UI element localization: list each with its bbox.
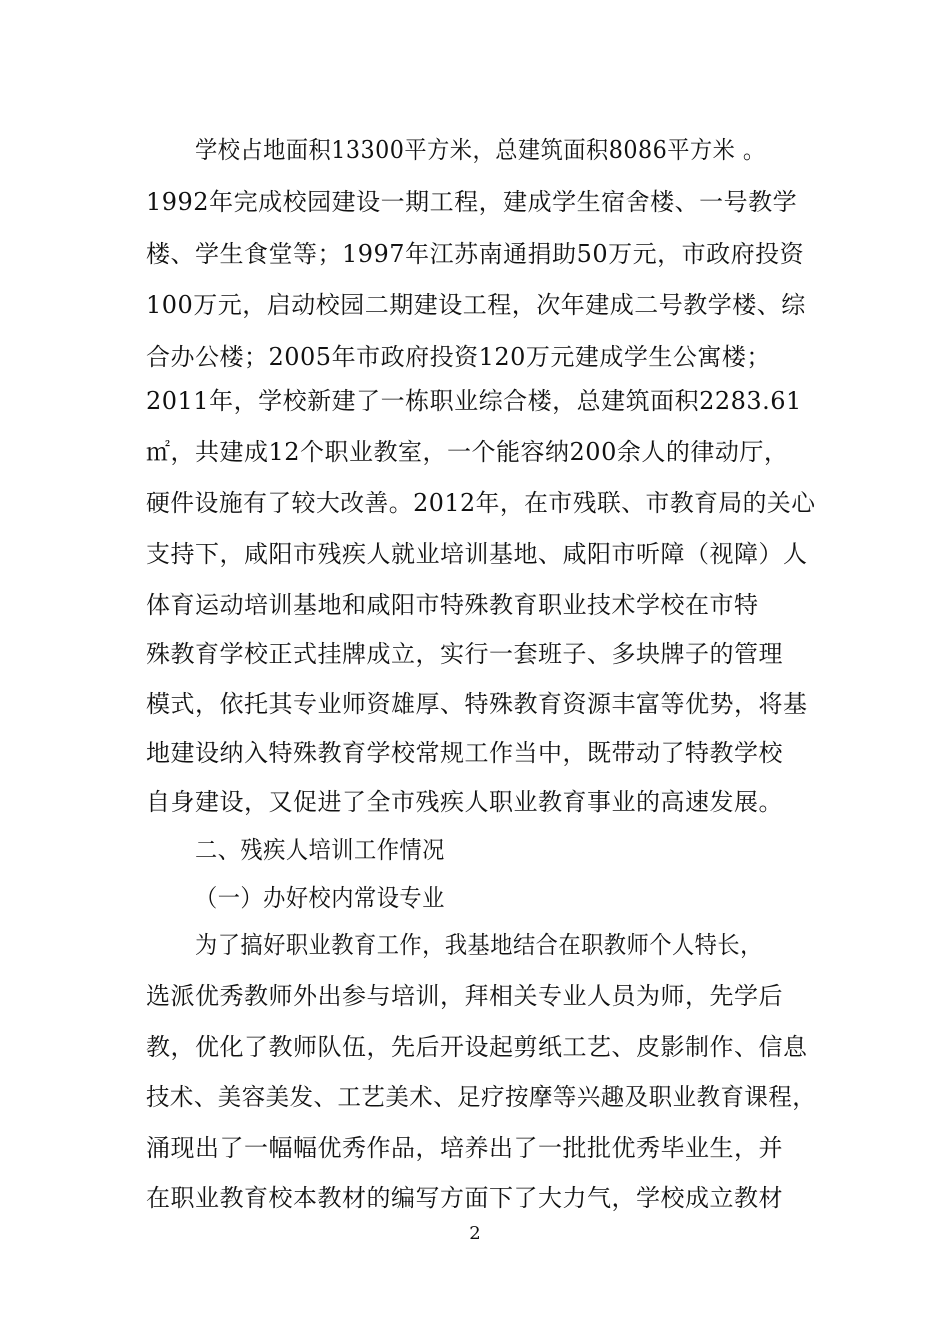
text-line: 在职业教育校本教材的编写方面下了大力气，学校成立教材 [146,1184,783,1212]
text-line: ㎡，共建成12个职业教室，一个能容纳200余人的律动厅， [146,438,789,466]
text-line: 1992年完成校园建设一期工程，建成学生宿舍楼、一号教学 [146,188,798,216]
text-line: 自身建设，又促进了全市残疾人职业教育事业的高速发展。 [146,788,783,816]
page-number: 2 [469,1223,481,1244]
subsection-heading: （一）办好校内常设专业 [195,884,445,912]
text-line: 涌现出了一幅幅优秀作品，培养出了一批批优秀毕业生，并 [146,1134,783,1162]
text-line: 100万元，启动校园二期建设工程，次年建成二号教学楼、综 [146,291,806,319]
text-line: 地建设纳入特殊教育学校常规工作当中，既带动了特教学校 [146,739,783,767]
text-line: 殊教育学校正式挂牌成立，实行一套班子、多块牌子的管理 [146,640,783,668]
text-line: 选派优秀教师外出参与培训，拜相关专业人员为师，先学后 [146,982,783,1010]
text-line: 2011年，学校新建了一栋职业综合楼，总建筑面积2283.61 [146,387,802,415]
text-line: 为了搞好职业教育工作，我基地结合在职教师个人特长， [195,931,763,959]
section-heading: 二、残疾人培训工作情况 [195,836,445,864]
text-line: 合办公楼；2005年市政府投资120万元建成学生公寓楼； [146,343,771,371]
text-line: 模式，依托其专业师资雄厚、特殊教育资源丰富等优势，将基 [146,690,808,718]
text-line: 硬件设施有了较大改善。2012年，在市残联、市教育局的关心 [146,489,816,517]
text-line: 教，优化了教师队伍，先后开设起剪纸工艺、皮影制作、信息 [146,1033,808,1061]
text-line: 楼、学生食堂等；1997年江苏南通捐助50万元，市政府投资 [146,240,805,268]
text-line: 学校占地面积13300平方米，总建筑面积8086平方米 。 [195,136,766,164]
text-line: 支持下，咸阳市残疾人就业培训基地、咸阳市听障（视障）人 [146,540,808,568]
text-line: 技术、美容美发、工艺美术、足疗按摩等兴趣及职业教育课程， [146,1083,817,1111]
text-line: 体育运动培训基地和咸阳市特殊教育职业技术学校在市特 [146,591,759,619]
